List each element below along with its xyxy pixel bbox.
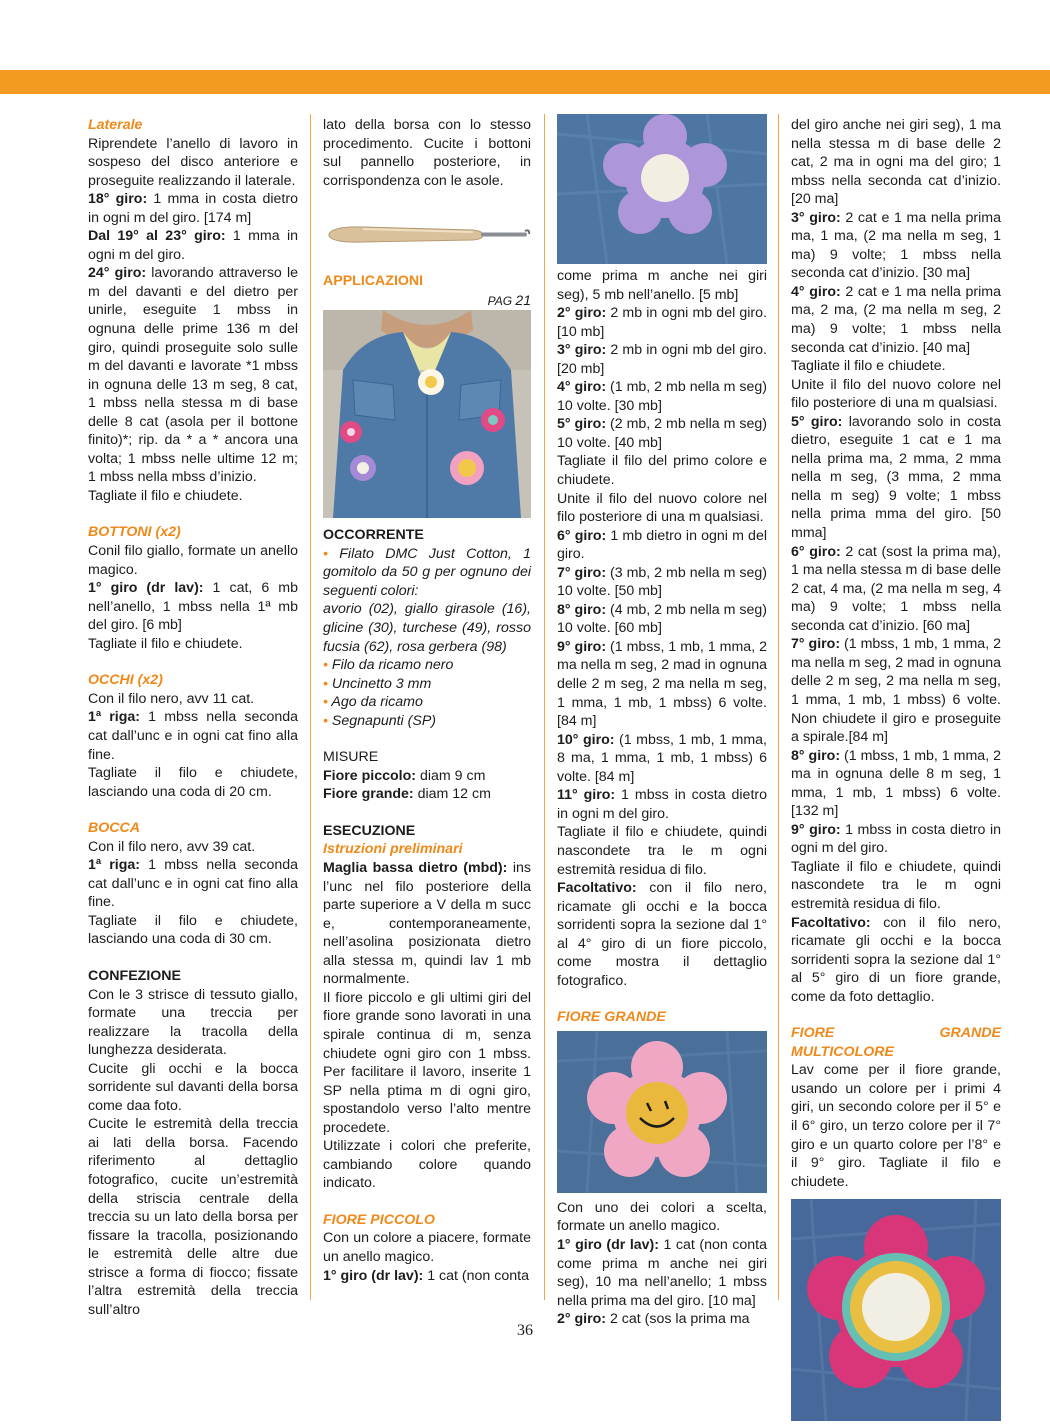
paragraph: Tagliate il filo e chiudete. — [88, 635, 243, 652]
paragraph: 1° giro (dr lav): 1 cat (non conta come prima m anche nei giri seg), 10 ma nell’anello; 1 mbss nella prima ma del giro. [10 ma] — [557, 1236, 767, 1309]
crochet-hook-image — [323, 190, 531, 266]
column-divider — [310, 114, 311, 1300]
paragraph: avorio (02), giallo girasole (16), glicine (30), turchese (49), rosso fucsia (62), rosa gerbera (98) — [323, 601, 531, 655]
paragraph: Tagliate il filo e chiudete. — [88, 487, 243, 504]
paragraph: Conil filo giallo, formate un anello magico. — [88, 543, 298, 578]
paragraph: Unite il filo del nuovo colore nel filo posteriore di una m qualsiasi. — [557, 490, 767, 526]
paragraph: Lav come per il fiore grande, usando un colore per i primi 4 giri, un secondo colore per il 5° e il 6° giro, un terzo colore per il 7° giro e un quarto colore per l’8° e il 9° giro. Tagliate il filo e chiudete. — [791, 1062, 1001, 1190]
paragraph: • Filato DMC Just Cotton, 1 gomitolo da 50 g per ognuno dei seguenti colori: — [323, 545, 531, 599]
paragraph: Maglia bassa dietro (mbd): ins l’unc nel filo posteriore della parte superiore a V della m succ e, contemporaneamente, nell’asolina posizionata dietro alla stessa m, quindi lav 1 mb normalmente. — [323, 860, 531, 988]
paragraph: 5° giro: (2 mb, 2 mb nella m seg) 10 volte. [40 mb] — [557, 416, 767, 451]
section-heading: OCCHI (x2) — [88, 672, 163, 689]
smiley-flower-photo — [557, 1031, 767, 1193]
paragraph: Cucite gli occhi e la bocca sorridente sul davanti della borsa come daa foto. — [88, 1060, 298, 1114]
paragraph: 18° giro: 1 mma in costa dietro in ogni m del giro. [174 m] — [88, 191, 298, 226]
paragraph: 3° giro: 2 cat e 1 ma nella prima ma, 1 ma, (2 ma nella m seg, 1 ma) 9 volte; 1 mbss nella seconda cat d’inizio. [30 ma] — [791, 209, 1001, 282]
section-heading: BOCCA — [88, 820, 141, 837]
page-number: 36 — [517, 1322, 533, 1339]
paragraph: 4° giro: 2 cat e 1 ma nella prima ma, 2 ma, (2 ma nella m seg, 2 ma) 9 volte; 1 mbss nella seconda cat d’inizio. [40 ma] — [791, 283, 1001, 356]
paragraph: Con il filo nero, avv 11 cat. — [88, 690, 255, 707]
paragraph: Unite il filo del nuovo colore nel filo posteriore di una m qualsiasi. — [791, 376, 1001, 412]
paragraph: Tagliate il filo e chiudete, quindi nascondete tra le m ogni estremità residua di filo. — [791, 858, 1001, 912]
section-heading: FIORE GRANDE MULTICOLORE — [791, 1025, 1001, 1060]
section-heading: MISURE — [323, 749, 379, 766]
column-2 — [323, 116, 531, 1285]
paragraph: Con un colore a piacere, formate un anello magico. — [323, 1230, 531, 1265]
paragraph: 11° giro: 1 mbss in costa dietro in ogni m del giro. — [557, 787, 767, 822]
paragraph: Tagliate il filo del primo colore e chiudete. — [557, 453, 767, 489]
list-item: • Filo da ricamo nero — [323, 657, 454, 674]
paragraph: 2° giro: 2 cat (sos la prima ma — [557, 1311, 750, 1328]
paragraph: Con le 3 strisce di tessuto giallo, formate una treccia per realizzare la tracolla della lunghezza desiderata. — [88, 986, 298, 1059]
list-item: • Uncinetto 3 mm — [323, 675, 432, 692]
column-divider — [544, 114, 545, 1300]
section-heading: BOTTONI (x2) — [88, 524, 181, 541]
section-heading: ESECUZIONE — [323, 822, 416, 839]
paragraph: 9° giro: 1 mbss in costa dietro in ogni m del giro. — [791, 821, 1001, 857]
paragraph: Con il filo nero, avv 39 cat. — [88, 838, 256, 855]
paragraph: 2° giro: 2 mb in ogni mb del giro. [10 mb] — [557, 305, 767, 340]
section-heading: Laterale — [88, 117, 143, 133]
paragraph: Riprendete l’anello di lavoro in sospeso del disco anteriore e proseguite realizzando il laterale. — [88, 135, 298, 189]
paragraph: 6° giro: 1 mb dietro in ogni m del giro. — [557, 527, 767, 563]
paragraph: 1ª riga: 1 mbss nella seconda cat dall’unc e in ogni cat fino alla fine. — [88, 857, 298, 911]
multicolor-flower-photo — [791, 1199, 1001, 1421]
paragraph: Facoltativo: con il filo nero, ricamate gli occhi e la bocca sorridenti sopra la sezione dal 1° al 5° giro di un fiore grande, come da foto dettaglio. — [791, 914, 1001, 1005]
paragraph: 3° giro: 2 mb in ogni mb del giro. [20 mb] — [557, 342, 767, 377]
paragraph: Il fiore piccolo e gli ultimi giri del fiore grande sono lavorati in una spirale continua di m, senza chiudete ogni giro con 1 mbss. Per facilitare il lavoro, inserite 1 SP nella ptima m di ogni giro, spostandolo verso l’alto mentre procedete. — [323, 989, 531, 1136]
paragraph: Tagliate il filo e chiudete, lasciando una coda di 20 cm. — [88, 765, 298, 800]
paragraph: 1° giro (dr lav): 1 cat (non conta — [323, 1267, 529, 1284]
paragraph: Dal 19° al 23° giro: 1 mma in ogni m del giro. — [88, 228, 298, 263]
paragraph: Con uno dei colori a scelta, formate un anello magico. — [557, 1199, 767, 1235]
paragraph: 1ª riga: 1 mbss nella seconda cat dall’unc e in ogni cat fino alla fine. — [88, 709, 298, 763]
column-4 — [791, 116, 1001, 1421]
top-accent-bar — [0, 70, 1050, 94]
paragraph: Cucite le estremità della treccia ai lati della borsa. Facendo riferimento al dettaglio fotografico, cucite un’estremità della striscia centrale della treccia su un lato della borsa per fissare la tracolla, posizionando le estremità delle altre due strisce a forma di fiocco; fissate l’altra estremità della treccia sull’altro — [88, 1116, 298, 1318]
paragraph: del giro anche nei giri seg), 1 ma nella stessa m di base delle 2 cat, 2 ma in ogni ma del giro; 1 mbss nella seconda cat d’inizio. [20 ma] — [791, 117, 1001, 208]
paragraph: Fiore grande: diam 12 cm — [323, 786, 491, 803]
list-item: • Segnapunti (SP) — [323, 712, 437, 729]
list-item: • Ago da ricamo — [323, 694, 423, 711]
paragraph: 8° giro: (1 mbss, 1 mb, 1 mma, 2 ma in ognuna delle 8 m seg, 1 mma, 1 mb, 1 mbss) 6 volte. [132 m] — [791, 747, 1001, 820]
paragraph: 7° giro: (1 mbss, 1 mb, 1 mma, 2 ma nella m seg, 2 mad in ognuna delle 2 m seg, 2 ma nella m seg, 1 mma, 1 mb, 1 mbss) 6 volte. Non chiudete il giro e proseguite a spirale.[84 m] — [791, 636, 1001, 746]
paragraph: 1° giro (dr lav): 1 cat, 6 mb nell’anello, 1 mbss nella 1ª mb del giro. [6 mb] — [88, 580, 298, 634]
jacket-photo — [323, 310, 531, 518]
column-1 — [88, 116, 298, 1319]
paragraph: 7° giro: (3 mb, 2 mb nella m seg) 10 volte. [50 mb] — [557, 564, 767, 600]
paragraph: Tagliate il filo e chiudete, lasciando una coda di 30 cm. — [88, 912, 298, 948]
column-divider — [778, 114, 779, 1300]
paragraph: lato della borsa con lo stesso procedimento. Cucite i bottoni sul pannello posteriore, in corrispondenza con le asole. — [323, 117, 531, 189]
paragraph: 10° giro: (1 mbss, 1 mb, 1 mma, 8 ma, 1 mma, 1 mb, 1 mbss) 6 volte. [84 m] — [557, 731, 767, 785]
paragraph: 4° giro: (1 mb, 2 mb nella m seg) 10 volte. [30 mb] — [557, 379, 767, 414]
paragraph: Utilizzate i colori che preferite, cambiando colore quando indicato. — [323, 1138, 531, 1192]
small-flower-photo — [557, 114, 767, 264]
paragraph: 8° giro: (4 mb, 2 mb nella m seg) 10 volte. [60 mb] — [557, 601, 767, 637]
paragraph: Tagliate il filo e chiudete, quindi nascondete tra le m ogni estremità residua di filo. — [557, 824, 767, 878]
page-reference: PAG 21 — [487, 291, 531, 308]
paragraph: 5° giro: lavorando solo in costa dietro, eseguite 1 cat e 1 ma nella prima ma, 2 mma, 2 mma nella m seg, (3 mma, 2 mma nella m seg) 9 volte; 1 mbss nella prima mma del giro. [50 mma] — [791, 413, 1002, 542]
section-heading: FIORE GRANDE — [557, 1009, 666, 1026]
paragraph: Facoltativo: con il filo nero, ricamate gli occhi e la bocca sorridenti sopra la sezione dal 1° al 4° giro di un fiore piccolo, come mostra il dettaglio fotografico. — [557, 880, 767, 989]
column-3 — [557, 114, 767, 1329]
section-heading: FIORE PICCOLO — [323, 1211, 435, 1228]
paragraph: 24° giro: lavorando attraverso le m del davanti e del dietro per unirle, eseguite 1 mbss in ognuna delle prime 136 m del giro, quindi proseguite solo sulle m del davanti e lavorate *1 mbss in ognuna delle 13 m seg, 8 cat, 1 mbss nella stessa m di base delle 8 cat (asola per il bottone finito)*; rip. da * a * ancora una volta; 1 mbss nelle ultime 12 m; 1 mbss nella mbss d’inizio. — [88, 265, 298, 486]
paragraph: Fiore piccolo: diam 9 cm — [323, 767, 486, 784]
section-subheading: Istruzioni preliminari — [323, 841, 463, 858]
section-heading: CONFEZIONE — [88, 967, 182, 984]
paragraph: Tagliate il filo e chiudete. — [791, 358, 946, 375]
paragraph: 6° giro: 2 cat (sost la prima ma), 1 ma nella stessa m di base delle 2 cat, 4 ma, (2 ma nella m seg, 4 ma) 9 volte; 1 mbss nella seconda cat d’inizio. [60 ma] — [791, 543, 1002, 634]
section-heading: APPLICAZIONI — [323, 273, 424, 290]
paragraph: come prima m anche nei giri seg), 5 mb nell’anello. [5 mb] — [557, 268, 767, 303]
section-heading: OCCORRENTE — [323, 527, 424, 544]
paragraph: 9° giro: (1 mbss, 1 mb, 1 mma, 2 ma nella m seg, 2 mad in ognuna delle 2 m seg, 2 ma nella m seg, 1 mma, 1 mb, 1 mbss) 6 volte. [84 m] — [557, 638, 767, 730]
